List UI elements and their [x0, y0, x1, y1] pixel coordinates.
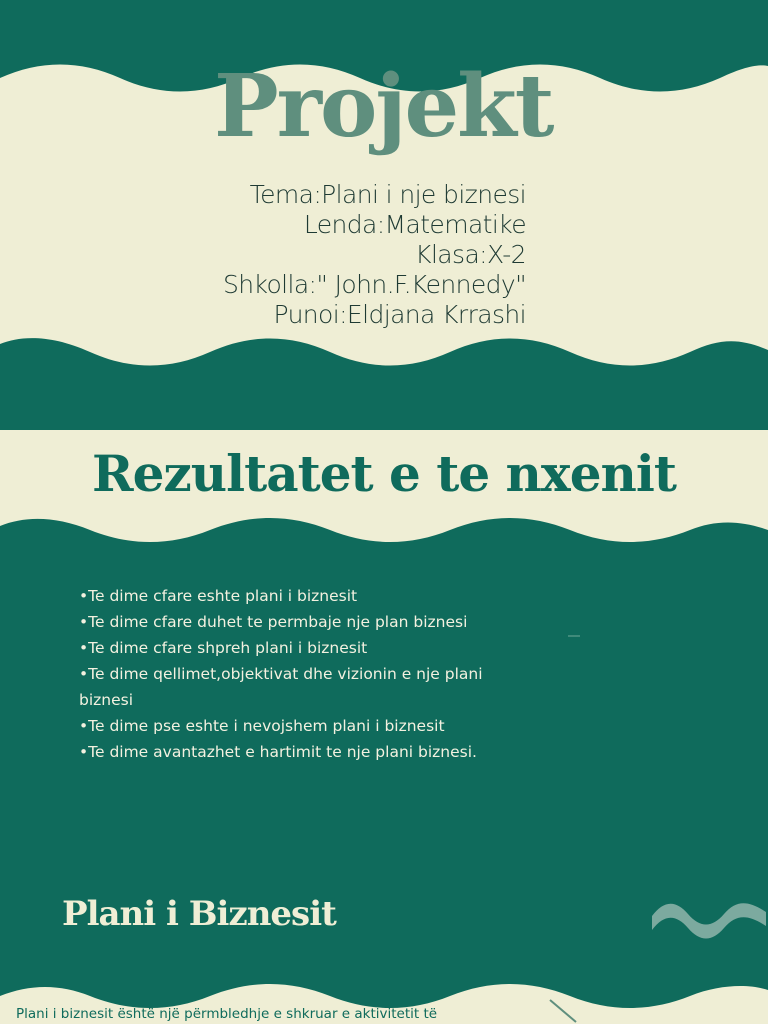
info-subject: Lenda:Matematike: [303, 210, 526, 239]
list-item: •Te dime cfare duhet te permbaje nje plan biznesi: [79, 613, 468, 631]
slide-title: [0, 0, 768, 430]
decorative-triangle-icon: [548, 998, 578, 1024]
list-item: •Te dime cfare shpreh plani i biznesit: [79, 639, 368, 657]
list-item: •Te dime pse eshte i nevojshem plani i biznesit: [79, 717, 445, 735]
info-school: Shkolla:" John.F.Kennedy": [222, 270, 526, 299]
project-info: [223, 180, 526, 330]
decorative-dash: [568, 635, 580, 637]
list-item: •Te dime qellimet,objektivat dhe vizionin e nje plani biznesi: [79, 665, 483, 709]
info-topic: Tema:Plani i nje biznesi: [249, 180, 526, 209]
intro-paragraph: Plani i biznesit është një përmbledhje e shkruar e aktivitetit të: [16, 1006, 438, 1022]
learning-outcomes-list: [79, 583, 499, 765]
project-title: Projekt: [214, 56, 553, 157]
list-item: •Te dime avantazhet e hartimit te nje plani biznesi.: [79, 743, 477, 761]
decorative-wave-icon: [650, 896, 768, 942]
list-item: •Te dime cfare eshte plani i biznesit: [79, 587, 358, 605]
slide-learning-outcomes: [0, 430, 768, 1024]
section-heading: Rezultatet e te nxenit: [92, 444, 676, 503]
info-class: Klasa:X-2: [415, 240, 526, 269]
subheading: Plani i Biznesit: [62, 894, 336, 934]
info-author: Punoi:Eldjana Krrashi: [273, 300, 526, 329]
